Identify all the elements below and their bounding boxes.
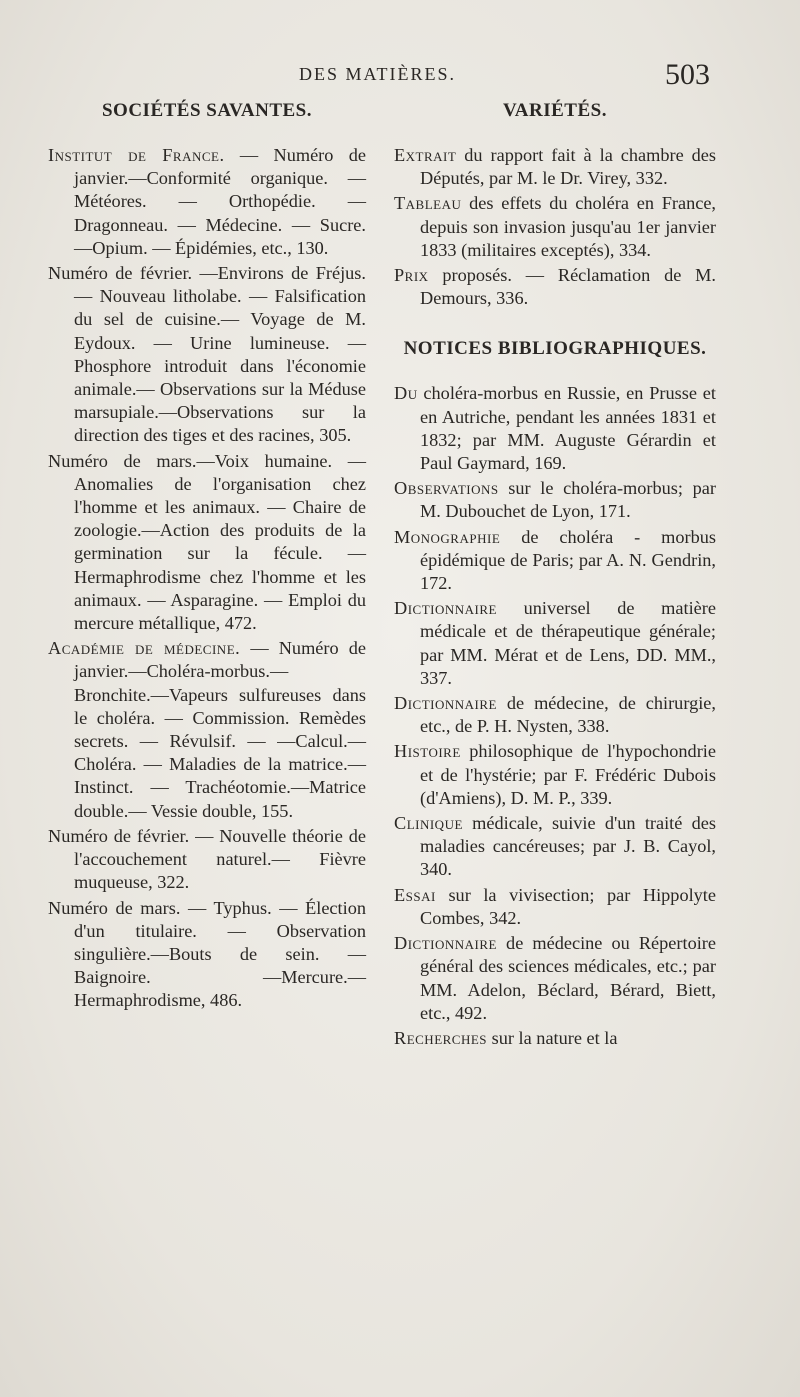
section-heading-notices: NOTICES BIBLIOGRAPHIQUES. — [403, 338, 707, 360]
index-entry — [394, 692, 716, 738]
entry-text: des effets du choléra en France, depuis son invasion jusqu'au 1er janvier 1833 (militaires exceptés), 334. — [420, 193, 717, 260]
entry-lead: Académie de médecine. — [48, 638, 241, 659]
right-column — [394, 100, 716, 1052]
entry-text: Numéro de février. — Nouvelle théorie de l'accouchement naturel.— Fièvre muqueuse, 322. — [48, 825, 366, 893]
entry-text: — Numéro de janvier.—Choléra-morbus.— Bronchite.—Vapeurs sulfureuses dans le choléra. — Commission. Remèdes secrets. — Révulsif. — —Calcul.—Choléra. — Maladies de la matrice.—Instinct. — Trachéotomie.—Matrice double.— Vessie double, 155. — [74, 638, 366, 821]
index-entry — [394, 264, 716, 310]
entry-text: universel de matière médicale et de thérapeutique générale; par MM. Mérat et de Lens, DD. MM., 337. — [420, 598, 716, 688]
running-head — [0, 58, 800, 98]
index-entry — [394, 477, 716, 523]
entry-text: du rapport fait à la chambre des Députés, par M. le Dr. Virey, 332. — [420, 145, 716, 189]
left-column — [48, 100, 366, 1015]
index-entry — [394, 526, 716, 596]
index-entry — [48, 262, 366, 448]
index-entry — [394, 144, 716, 190]
index-entry — [394, 740, 716, 810]
entry-lead: Dictionnaire — [394, 693, 497, 714]
entry-text: Numéro de mars.—Voix humaine. — Anomalies de l'organisation chez l'homme et les animaux. — Chaire de zoologie.—Action des produits de la germination sur la fécule. — Hermaphrodisme chez l'homme et les animaux. — Asparagine. — Emploi du mercure métallique, 472. — [48, 450, 366, 634]
entry-text: — Numéro de janvier.—Conformité organique. — Météores. — Orthopédie. — Dragonneau. — Médecine. — Sucre. —Opium. — Épidémies, etc., 130. — [74, 145, 366, 258]
entry-lead: Extrait — [394, 145, 457, 165]
entry-text: médicale, suivie d'un traité des maladies cancéreuses; par J. B. Cayol, 340. — [420, 813, 716, 880]
entry-lead: Monographie — [394, 526, 501, 547]
index-entry — [48, 637, 366, 823]
index-entry — [394, 932, 716, 1025]
entry-lead: Observations — [394, 478, 499, 499]
entry-text: de médecine ou Répertoire général des sciences médicales, etc.; par MM. Adelon, Béclard, Bérard, Biett, etc., 492. — [420, 933, 716, 1023]
varietes-entries — [394, 144, 716, 310]
entry-text: sur le choléra-morbus; par M. Dubouchet de Lyon, 171. — [420, 478, 716, 522]
index-entry — [48, 450, 366, 636]
index-entry — [394, 192, 716, 262]
entry-text: de choléra - morbus épidémique de Paris; par A. N. Gendrin, 172. — [420, 526, 716, 594]
index-entry — [48, 144, 366, 260]
entry-lead: Tableau — [394, 193, 462, 214]
entry-text: Numéro de mars. — Typhus. — Élection d'un titulaire. — Observation singulière.—Bouts de sein. —Baignoire. —Mercure.—Hermaphrodisme, 486. — [48, 897, 366, 1011]
entry-text: proposés. — Réclamation de M. Demours, 336. — [420, 265, 716, 309]
entry-text: sur la vivisection; par Hippolyte Combes, 342. — [420, 884, 717, 928]
societes-entries — [48, 144, 366, 1013]
entry-text: sur la nature et la — [491, 1027, 618, 1048]
entry-text: Numéro de février. —Environs de Fréjus. — Nouveau litholabe. — Falsification du sel de cuisine.— Voyage de M. Eydoux. — Urine lumineuse. — Phosphore introduit dans l'économie animale.— Observations sur la Méduse marsupiale.—Observations sur la direction des tiges et des racines, 305. — [48, 263, 366, 446]
index-entry — [48, 897, 366, 1013]
entry-text: choléra-morbus en Russie, en Prusse et en Autriche, pendant les années 1831 et 1832; par MM. Auguste Gérardin et Paul Gaymard, 169. — [420, 383, 716, 474]
entry-lead: Recherches — [394, 1027, 488, 1048]
notices-entries — [394, 382, 716, 1050]
index-entry — [394, 1027, 716, 1050]
running-title: DES MATIÈRES. — [299, 64, 457, 84]
page-number: 503 — [665, 58, 710, 91]
entry-lead: Du — [394, 383, 418, 404]
section-heading-varietes: VARIÉTÉS. — [503, 100, 607, 121]
entry-lead: Dictionnaire — [394, 933, 497, 954]
entry-lead: Essai — [394, 884, 436, 905]
entry-lead: Dictionnaire — [394, 598, 497, 619]
entry-text: de médecine, de chirurgie, etc., de P. H. Nysten, 338. — [420, 693, 716, 737]
entry-lead: Histoire — [394, 741, 461, 762]
index-entry — [394, 597, 716, 690]
index-entry — [394, 812, 716, 882]
index-entry — [48, 825, 366, 895]
index-entry — [394, 382, 716, 475]
index-entry — [394, 884, 716, 930]
section-heading-societes: SOCIÉTÉS SAVANTES. — [101, 100, 312, 121]
entry-lead: Prix — [394, 265, 429, 286]
entry-text: philosophique de l'hypochondrie et de l'hystérie; par F. Frédéric Dubois (d'Amiens), D. M. P., 339. — [420, 741, 716, 808]
entry-lead: Clinique — [394, 813, 463, 834]
entry-lead: Institut de France. — [48, 145, 225, 165]
